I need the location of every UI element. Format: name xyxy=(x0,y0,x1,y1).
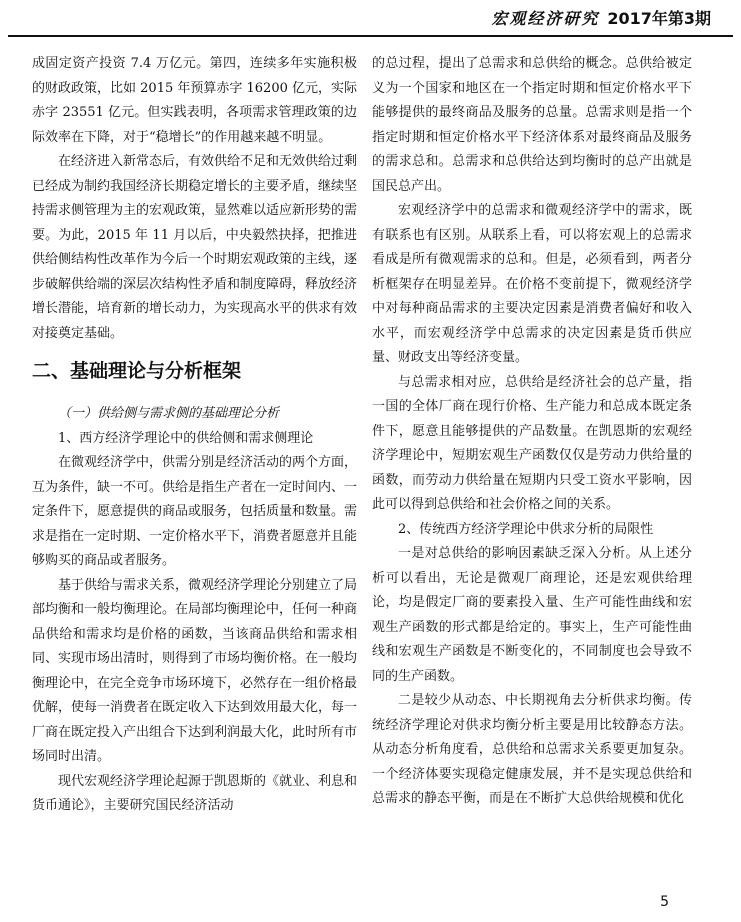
paragraph: 宏观经济学中的总需求和微观经济学中的需求，既有联系也有区别。从联系上看，可以将宏观上的总需求看成是所有微观需求的总和。但是，必须看到，两者分析框架存在明显差异。在价格不变前提下，微观经济学中对每种商品需求的主要决定因素是消费者偏好和收入水平，而宏观经济学中总需求的决定因素是货币供应量、财政支出等经济变量。 xyxy=(372,203,692,365)
issue-label: 2017年第3期 xyxy=(607,9,711,28)
paragraph: 的总过程，提出了总需求和总供给的概念。总供给被定义为一个国家和地区在一个指定时期和恒定价格水平下能够提供的最终商品及服务的总量。总需求则是指一个指定时期和恒定价格水平下经济体系对最终商品及服务的需求总和。总需求和总供给达到均衡时的总产出就是国民总产出。 xyxy=(372,56,692,194)
running-header xyxy=(491,6,711,29)
paragraph: 基于供给与需求关系，微观经济学理论分别建立了局部均衡和一般均衡理论。在局部均衡理论中，任何一种商品供给和需求均是价格的函数，当该商品供给和需求相同、实现市场出清时，则得到了市场均衡价格。在一般均衡理论中，在完全竞争市场环境下，必然存在一组价格最优解，使每一消费者在既定收入下达到效用最大化，每一厂商在既定投入产出组合下达到利润最大化，此时所有市场同时出清。 xyxy=(32,577,358,764)
paragraph: 在微观经济学中，供需分别是经济活动的两个方面，互为条件，缺一不可。供给是指生产者在一定时间内、一定条件下，愿意提供的商品或服务，包括质量和数量。需求是指在一定时期、一定价格水平下，消费者愿意并且能够购买的商品或者服务。 xyxy=(32,455,358,568)
subsection-heading: （一）供给侧与需求侧的基础理论分析 xyxy=(58,406,280,421)
section-heading: 二、基础理论与分析框架 xyxy=(32,360,242,382)
left-column xyxy=(32,52,357,819)
subsubsection-heading: 1、西方经济学理论中的供给侧和需求侧理论 xyxy=(58,430,314,446)
journal-title: 宏观经济研究 xyxy=(491,9,600,28)
paragraph: 现代宏观经济学理论起源于凯恩斯的《就业、利息和货币通论》，主要研究国民经济活动 xyxy=(32,773,358,813)
paragraph: 二是较少从动态、中长期视角去分析供求均衡。传统经济学理论对供求均衡分析主要是用比较静态方法。从动态分析角度看，总供给和总需求关系要更加复杂。一个经济体要实现稳定健康发展，并不是实现总供给和总需求的静态平衡，而是在不断扩大总供给规模和优化 xyxy=(372,693,692,806)
header-rule xyxy=(8,35,733,37)
right-column xyxy=(372,52,692,812)
subsubsection-heading: 2、传统西方经济学理论中供求分析的局限性 xyxy=(398,521,654,537)
paragraph: 一是对总供给的影响因素缺乏深入分析。从上述分析可以看出，无论是微观厂商理论，还是宏观供给理论，均是假定厂商的要素投入量、生产可能性曲线和宏观生产函数的形式都是给定的。事实上，生产可能性曲线和宏观生产函数是不断变化的，不同制度也会导致不同的生产函数。 xyxy=(372,546,692,684)
page-number: 5 xyxy=(660,894,669,910)
paragraph: 在经济进入新常态后，有效供给不足和无效供给过剩已经成为制约我国经济长期稳定增长的主要矛盾，继续坚持需求侧管理为主的宏观政策，显然难以适应新形势的需要。为此，2015 年 11 月以后，中央毅然抉择，把推进供给侧结构性改革作为今后一个时期宏观政策的主线，逐步破解供给端的深层次结构性矛盾和制度障碍，释放经济增长潜能，培育新的增长动力，为实现高水平的供求有效对接奠定基础。 xyxy=(32,154,358,341)
paragraph: 成固定资产投资 7.4 万亿元。第四，连续多年实施积极的财政政策，比如 2015 年预算赤字 16200 亿元，实际赤字 23551 亿元。但实践表明，各项需求管理政策的边际效率在下降，对于“稳增长”的作用越来越不明显。 xyxy=(32,56,357,145)
paragraph: 与总需求相对应，总供给是经济社会的总产量，指一国的全体厂商在现行价格、生产能力和总成本既定条件下，愿意且能够提供的产品数量。在凯恩斯的宏观经济学理论中，短期宏观生产函数仅仅是劳动力供给量的函数，而劳动力供给量在短期内只受工资水平影响，因此可以得到总供给和社会价格之间的关系。 xyxy=(372,374,692,512)
